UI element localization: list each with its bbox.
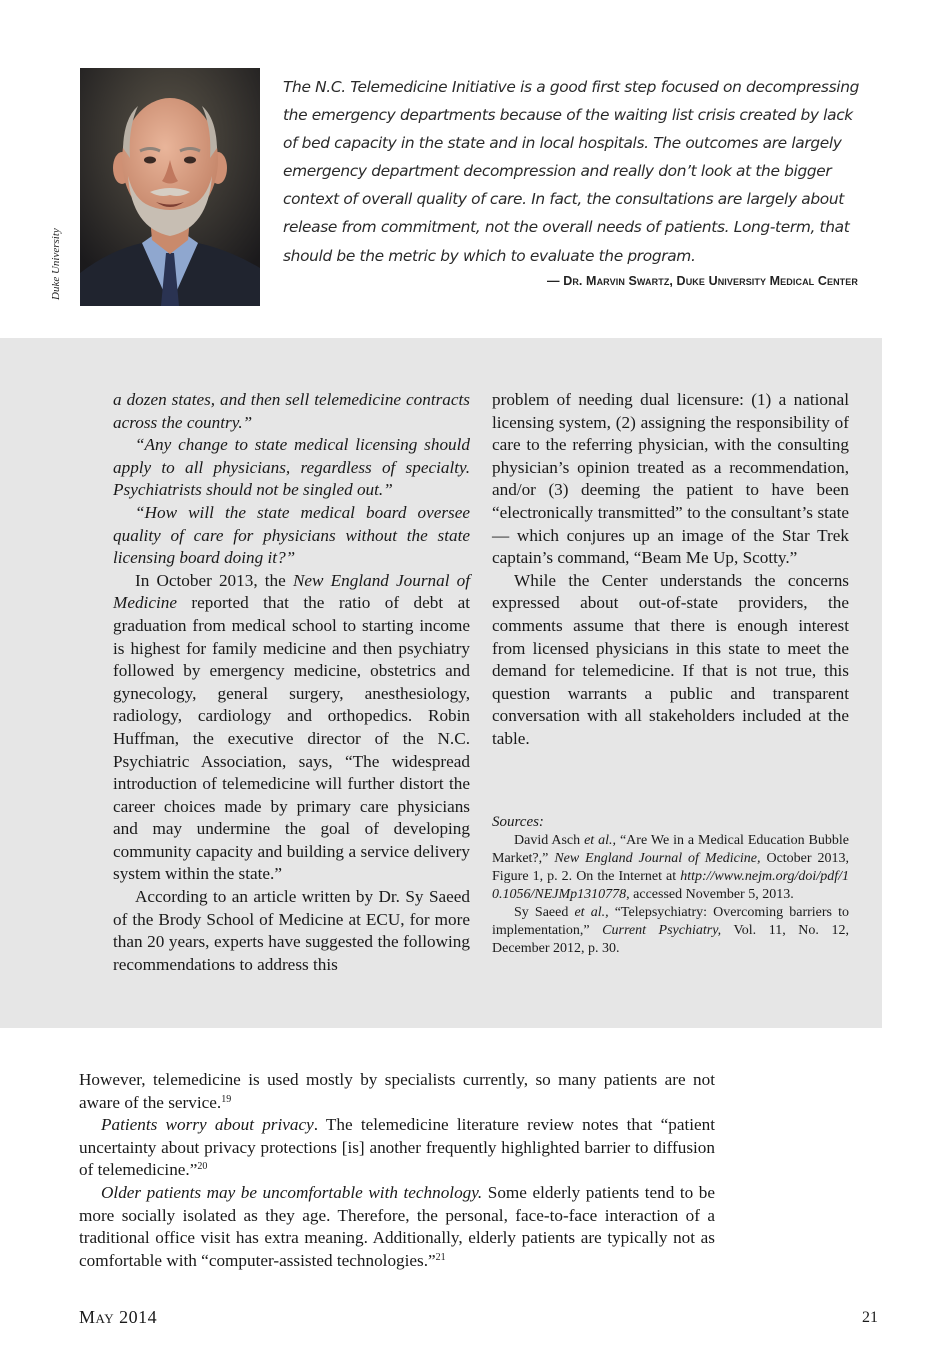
text-run: . The telemedicine literature review notes that “patient uncertainty about privacy protections [is] another frequently highlighted barrier to diffusion of telemedicine.” <box>79 1115 715 1180</box>
page-number: 21 <box>862 1309 878 1326</box>
sources <box>492 813 849 958</box>
portrait-illustration <box>80 68 260 306</box>
text-run: However, telemedicine is used mostly by specialists currently, so many patients are not aware of the service. <box>79 1070 715 1112</box>
sidebar-paragraph: According to an article written by Dr. Sy Saeed of the Brody School of Medicine at ECU, for more than 20 years, experts have suggested the following recommendations to address this <box>113 887 470 974</box>
sidebar-paragraph: a dozen states, and then sell telemedicine contracts across the country.” <box>113 390 470 432</box>
sidebar-left-column <box>113 389 470 976</box>
text-run: “Are We in a Medical Education Bubble Market?,” <box>492 833 849 866</box>
pull-quote-attribution: — Dr. Marvin Swartz, Duke University Medical Center <box>547 274 858 288</box>
text-run: “Telepsychiatry: Overcoming barriers to implementation,” <box>492 905 850 938</box>
journal-name: New England Journal of Medicine, <box>554 851 761 866</box>
portrait-photo <box>80 68 260 306</box>
footnote-ref: 21 <box>435 1251 446 1263</box>
source-entry <box>492 904 849 958</box>
footnote-ref: 19 <box>221 1093 232 1105</box>
sidebar-paragraph: problem of needing dual licensure: (1) a national licensing system, (2) assigning the responsibility of care to the referring physician, with the consulting physician’s opinion treated as a recommendation, and/or (3) deeming the patient to have been “electronically transmitted” to the consultant’s state — which conjures up an image of the Star Trek captain’s command, “Beam Me Up, Scotty.” <box>492 390 849 568</box>
sidebar-right-column <box>492 389 849 751</box>
text-run: , accessed November 5, 2013. <box>626 887 794 902</box>
paragraph-lead: Older patients may be uncomfortable with technology. <box>101 1182 483 1202</box>
text-run: et al., <box>574 905 609 920</box>
sidebar-paragraph: “Any change to state medical licensing should apply to all physicians, regardless of specialty. Psychiatrists should not be singled out.” <box>113 435 470 500</box>
text-run: et al., <box>584 833 617 848</box>
sources-heading: Sources: <box>492 814 544 830</box>
text-run: Some elderly patients tend to be more socially isolated as they age. Therefore, the personal, face-to-face interaction of a traditional office visit has extra meaning. Additionally, elderly patients are typically not as comfortable with “computer-assisted technologies.” <box>79 1182 715 1270</box>
journal-name: Current Psychiatry, <box>602 923 722 938</box>
text-run: Sy Saeed <box>514 905 575 920</box>
text-run: reported that the ratio of debt at graduation from medical school to starting income is highest for family medicine and then psychiatry followed by emergency medicine, obstetrics and gynecology, general surgery, anesthesiology, radiology, cardiology and orthopedics. Robin Huffman, the executive director of the N.C. Psychiatric Association, says, “The widespread introduction of telemedicine will further distort the career choices made by primary care physicians and may undermine the goal of developing community capacity and building a service delivery system within the state.” <box>113 593 470 884</box>
source-entry <box>492 832 849 904</box>
photo-credit: Duke University <box>50 228 62 300</box>
source-url: http://www.nejm.org/doi/pdf/10.1056/NEJMp1310778 <box>492 869 849 902</box>
body-paragraph <box>79 1182 715 1272</box>
text-run: October 2013, Figure 1, p. 2. On the Internet at <box>492 851 850 884</box>
text-run: David Asch <box>514 833 585 848</box>
pull-quote-text: The N.C. Telemedicine Initiative is a good first step focused on decompressing the emergency departments because of the waiting list crisis created by lack of bed capacity in the state and in local hospitals. The outcomes are largely emergency department decompression and really don’t look at the bigger context of overall quality of care. In fact, the consultations are largely about release from commitment, not the overall needs of patients. Long-term, that should be the metric by which to evaluate the program. <box>283 78 860 265</box>
pull-quote <box>283 73 863 270</box>
main-body-text <box>79 1069 715 1272</box>
body-paragraph <box>79 1114 715 1182</box>
sidebar-paragraph <box>113 570 470 886</box>
footer-date: May 2014 <box>79 1307 158 1327</box>
sidebar-paragraph: “How will the state medical board oversee quality of care for physicians without the state licensing board doing it?” <box>113 502 470 568</box>
paragraph-lead: Patients worry about privacy <box>101 1115 314 1135</box>
sidebar-paragraph: While the Center understands the concerns expressed about out-of-state providers, the comments assume that there is enough interest from licensed physicians in this state to meet the demand for telemedicine. If that is not true, this question warrants a public and transparent conversation with all stakeholders included at the table. <box>492 570 849 748</box>
body-paragraph <box>79 1069 715 1114</box>
text-run: Vol. 11, No. 12, December 2012, p. 30. <box>492 923 849 956</box>
footnote-ref: 20 <box>197 1161 208 1173</box>
text-run: In October 2013, the <box>135 570 293 590</box>
journal-name: New England Journal of Medicine <box>113 570 471 613</box>
